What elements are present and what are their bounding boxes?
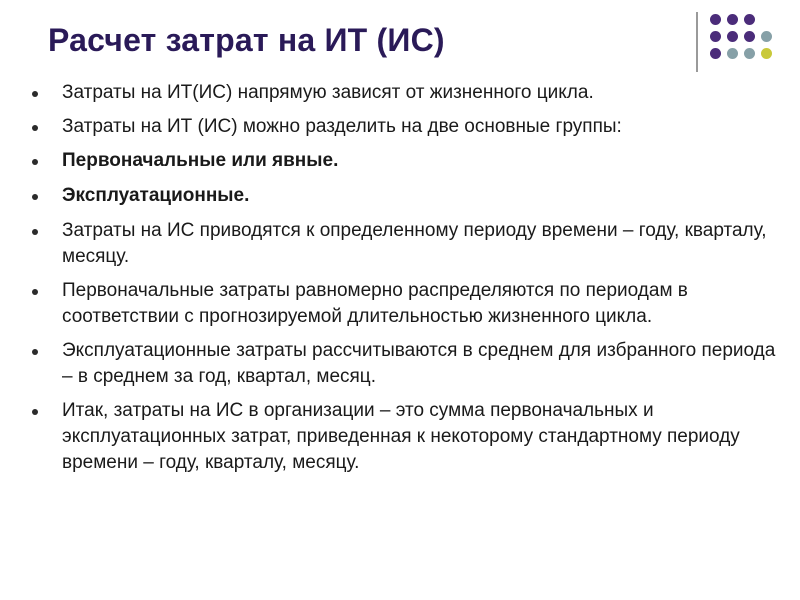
title-divider	[696, 12, 698, 72]
bullet-item	[32, 278, 780, 330]
decorative-dot	[710, 48, 721, 59]
decorative-dot	[761, 31, 772, 42]
bullet-text: Эксплуатационные затраты рассчитываются в среднем для избранного периода – в среднем за год, квартал, месяц.	[62, 340, 776, 387]
bullet-text: Первоначальные или явные.	[62, 150, 339, 171]
bullet-dot-icon	[32, 125, 38, 131]
bullet-item	[32, 80, 780, 106]
bullet-dot-icon	[32, 194, 38, 200]
bullet-item	[32, 398, 780, 476]
bullet-item	[32, 183, 780, 209]
decorative-dot	[727, 14, 738, 25]
bullet-list	[32, 80, 780, 484]
bullet-dot-icon	[32, 289, 38, 295]
bullet-dot-icon	[32, 349, 38, 355]
bullet-item	[32, 148, 780, 174]
decorative-dot	[744, 31, 755, 42]
bullet-dot-icon	[32, 91, 38, 97]
bullet-dot-icon	[32, 409, 38, 415]
bullet-item	[32, 218, 780, 270]
decorative-dot	[761, 48, 772, 59]
bullet-text: Затраты на ИС приводятся к определенному периоду времени – году, кварталу, месяцу.	[62, 220, 767, 267]
bullet-text: Затраты на ИТ (ИС) можно разделить на две основные группы:	[62, 116, 622, 137]
decorative-dot	[727, 31, 738, 42]
bullet-text: Итак, затраты на ИС в организации – это сумма первоначальных и эксплуатационных затрат, приведенная к некоторому стандартному периоду времени – году, кварталу, месяцу.	[62, 400, 740, 473]
decorative-dot	[727, 48, 738, 59]
decorative-dot	[710, 14, 721, 25]
bullet-item	[32, 114, 780, 140]
bullet-item	[32, 338, 780, 390]
bullet-dot-icon	[32, 159, 38, 165]
decorative-dot	[744, 14, 755, 25]
bullet-text: Эксплуатационные.	[62, 185, 250, 206]
decorative-dot-grid	[710, 14, 790, 74]
decorative-dot	[710, 31, 721, 42]
decorative-dot	[744, 48, 755, 59]
bullet-text: Первоначальные затраты равномерно распределяются по периодам в соответствии с прогнозируемой длительностью жизненного цикла.	[62, 280, 688, 327]
bullet-text: Затраты на ИТ(ИС) напрямую зависят от жизненного цикла.	[62, 82, 594, 103]
bullet-dot-icon	[32, 229, 38, 235]
slide-title: Расчет затрат на ИТ (ИС)	[48, 22, 445, 58]
